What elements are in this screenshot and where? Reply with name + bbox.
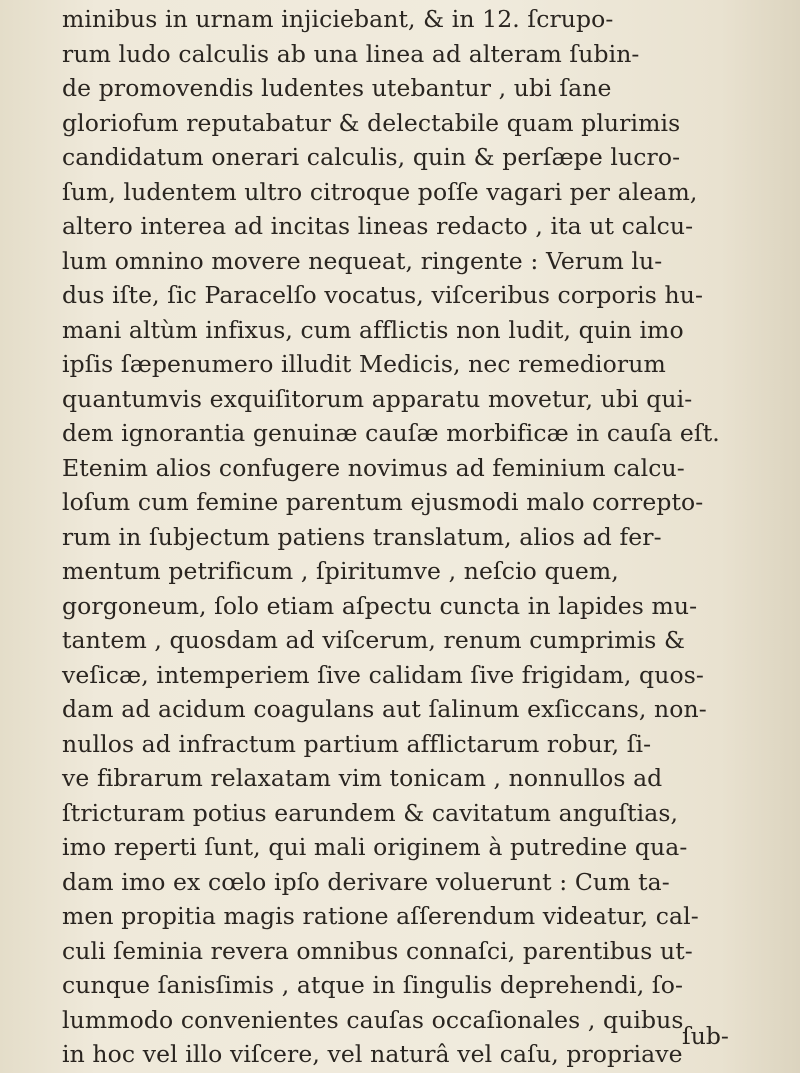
text-line: gorgoneum, ſolo etiam aſpectu cuncta in lapides mu- (62, 591, 698, 620)
text-line: ve fibrarum relaxatam vim tonicam , nonnullos ad (62, 764, 663, 792)
text-line: imo reperti ſunt, qui mali originem à putredine qua- (62, 833, 688, 861)
text-line: minibus in urnam injiciebant, & in 12. ſcrupo- (62, 5, 614, 33)
text-line: lummodo convenientes cauſas occaſionales , quibus (62, 1005, 684, 1034)
catchword: ſub- (682, 1022, 729, 1050)
text-line: candidatum onerari calculis, quin & perſæpe lucro- (62, 143, 681, 171)
text-line: Etenim alios confugere novimus ad feminium calcu- (62, 453, 685, 482)
text-line: in hoc vel illo viſcere, vel naturâ vel caſu, propriave (62, 1040, 683, 1068)
text-line: mani altùm infixus, cum afflictis non ludit, quin imo (62, 315, 684, 344)
text-line: culi ſeminia revera omnibus connaſci, parentibus ut- (62, 936, 693, 965)
text-line: tantem , quosdam ad viſcerum, renum cumprimis & (62, 626, 685, 654)
text-line: dam ad acidum coagulans aut ſalinum exſiccans, non- (62, 695, 707, 723)
text-line: gloriofum reputabatur & delectabile quam plurimis (62, 108, 681, 137)
text-line: loſum cum femine parentum ejusmodi malo correpto- (62, 488, 704, 516)
text-line: rum in ſubjectum patiens translatum, alios ad fer- (62, 522, 662, 551)
text-line: men propitia magis ratione aſſerendum videatur, cal- (62, 902, 699, 930)
text-block (62, 2, 762, 1072)
text-line: quantumvis exquiſitorum apparatu movetur, ubi qui- (62, 384, 693, 413)
text-line: veſicæ, intemperiem ſive calidam ſive frigidam, quos- (62, 660, 704, 689)
text-line: dam imo ex cœlo ipſo derivare voluerunt : Cum ta- (62, 867, 670, 896)
text-line: dus iſte, ſic Paracelſo vocatus, viſceribus corporis hu- (62, 281, 703, 309)
text-line: nullos ad infractum partium afflictarum robur, ſi- (62, 729, 652, 758)
text-line: ſum, ludentem ultro citroque poſſe vagari per aleam, (62, 177, 698, 206)
text-line: ipſis ſæpenumero illudit Medicis, nec remediorum (62, 350, 666, 378)
text-line: dem ignorantia genuinæ cauſæ morbificæ in cauſa eſt. (62, 419, 720, 447)
text-line: de promovendis ludentes utebantur , ubi ſane (62, 74, 612, 102)
text-line: mentum petrificum , ſpiritumve , neſcio quem, (62, 557, 619, 585)
text-line: lum omnino movere nequeat, ringente : Verum lu- (62, 246, 663, 275)
text-line: ſtricturam potius earundem & cavitatum anguſtias, (62, 798, 679, 827)
text-line: altero interea ad incitas lineas redacto , ita ut calcu- (62, 212, 694, 240)
text-line: cunque ſanisſimis , atque in ſingulis deprehendi, ſo- (62, 971, 684, 999)
text-line: rum ludo calculis ab una linea ad alteram ſubin- (62, 39, 640, 68)
